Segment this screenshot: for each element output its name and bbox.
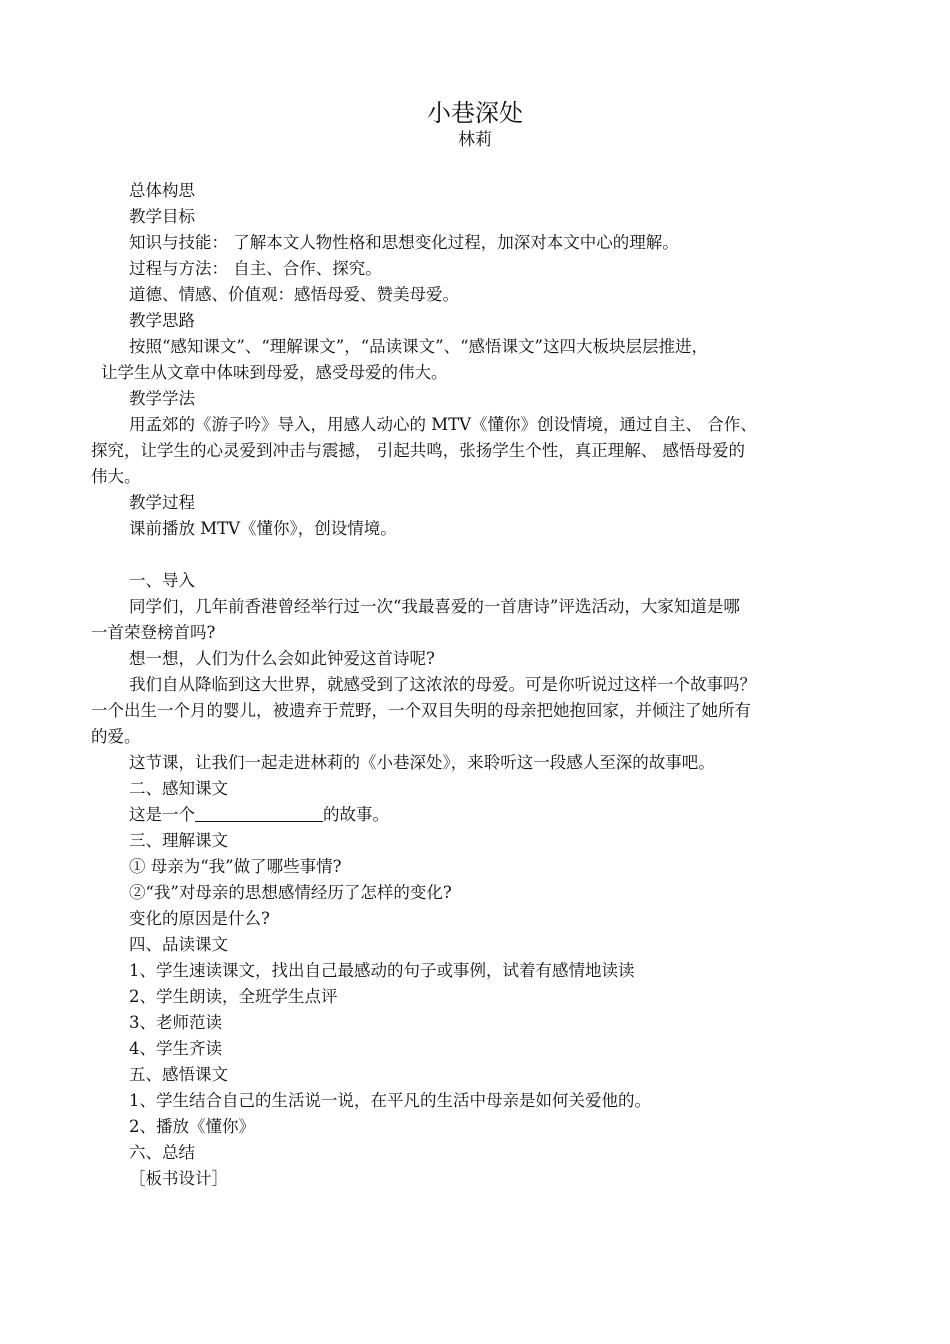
goal-knowledge: 知识与技能： 了解本文人物性格和思想变化过程，加深对本文中心的理解。 <box>129 233 679 252</box>
document-title: 小巷深处 <box>427 99 523 127</box>
goal-process: 过程与方法： 自主、合作、探究。 <box>129 259 382 278</box>
paragraph-line: 同学们，几年前香港曾经举行过一次“我最喜爱的一首唐诗”评选活动，大家知道是哪 <box>129 597 740 616</box>
list-item: 4、学生齐读 <box>129 1039 222 1058</box>
paragraph-line: 一个出生一个月的婴儿，被遗弃于荒野，一个双目失明的母亲把她抱回家，并倾注了她所有 <box>91 701 751 720</box>
heading-approach: 教学思路 <box>129 311 195 330</box>
question-item: ②“我”对母亲的思想感情经历了怎样的变化? <box>129 883 452 902</box>
paragraph-line: 一首荣登榜首吗? <box>91 623 216 642</box>
heading-method: 教学学法 <box>129 389 195 408</box>
section-feel: 五、感悟课文 <box>129 1065 228 1084</box>
paragraph-line: 的爱。 <box>91 727 141 746</box>
paragraph-line: 想一想，人们为什么会如此钟爱这首诗呢? <box>129 649 435 668</box>
heading-overall: 总体构思 <box>129 181 195 200</box>
section-summary: 六、总结 <box>129 1143 195 1162</box>
list-item: 3、老师范读 <box>129 1013 222 1032</box>
paragraph-line: 让学生从文章中体味到母爱，感受母爱的伟大。 <box>101 363 448 382</box>
board-design: ［板书设计］ <box>129 1169 228 1188</box>
section-perceive: 二、感知课文 <box>129 779 228 798</box>
blank-line <box>91 542 871 568</box>
fill-in-suffix: 的故事。 <box>323 805 389 824</box>
paragraph-line: 课前播放 MTV《懂你》，创设情境。 <box>129 519 397 538</box>
question-item: 变化的原因是什么? <box>129 909 270 928</box>
paragraph-line: 按照“感知课文”、“理解课文”，“品读课文”、“感悟课文”这四大板块层层推进， <box>129 337 708 356</box>
paragraph-line: 探究，让学生的心灵爱到冲击与震撼， 引起共鸣，张扬学生个性，真正理解、 感悟母爱的 <box>91 441 745 460</box>
document-author: 林莉 <box>458 130 492 150</box>
fill-in-prefix: 这是一个 <box>129 805 195 824</box>
heading-goals: 教学目标 <box>129 207 195 226</box>
list-item: 2、播放《懂你》 <box>129 1117 255 1136</box>
heading-process: 教学过程 <box>129 493 195 512</box>
list-item: 1、学生速读课文，找出自己最感动的句子或事例，试着有感情地读读 <box>129 961 635 980</box>
paragraph-line: 用孟郊的《游子吟》导入，用感人动心的 MTV《懂你》创设情境，通过自主、 合作、 <box>129 415 757 434</box>
paragraph-line: 这节课，让我们一起走进林莉的《小巷深处》，来聆听这一段感人至深的故事吧。 <box>129 753 715 772</box>
section-intro: 一、导入 <box>129 571 195 590</box>
fill-in-blank <box>195 805 323 822</box>
paragraph-line: 我们自从降临到这大世界，就感受到了这浓浓的母爱。可是你听说过这样一个故事吗？ <box>129 675 756 694</box>
goal-values: 道德、情感、价值观：感悟母爱、赞美母爱。 <box>129 285 459 304</box>
section-understand: 三、理解课文 <box>129 831 228 850</box>
section-read: 四、品读课文 <box>129 935 228 954</box>
list-item: 1、学生结合自己的生活说一说，在平凡的生活中母亲是如何关爱他的。 <box>129 1091 651 1110</box>
list-item: 2、学生朗读，全班学生点评 <box>129 987 338 1006</box>
document-body <box>91 178 871 1192</box>
paragraph-line: 伟大。 <box>91 467 141 486</box>
fill-in-line <box>91 802 871 828</box>
question-item: ① 母亲为“我”做了哪些事情? <box>129 857 342 876</box>
